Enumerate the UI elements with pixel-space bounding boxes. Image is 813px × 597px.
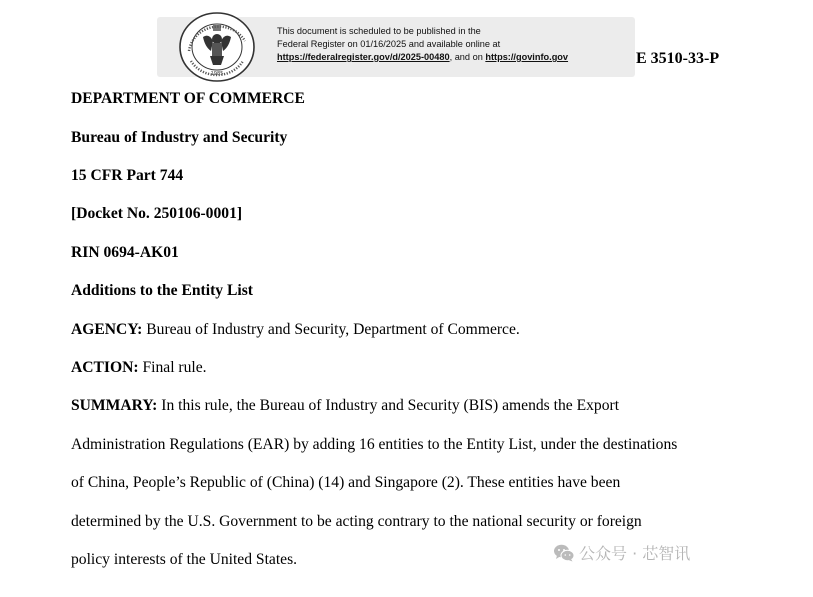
agency-label: AGENCY: <box>71 321 143 338</box>
summary-label: SUMMARY: <box>71 397 158 414</box>
summary-text-1: In this rule, the Bureau of Industry and Security (BIS) amends the Export <box>157 397 620 414</box>
publication-notice-banner <box>157 17 635 77</box>
notice-and-on-text: , and on <box>449 52 486 62</box>
docket-number: [Docket No. 250106-0001] <box>71 205 243 222</box>
action-line <box>71 359 207 377</box>
action-text: Final rule. <box>138 359 207 376</box>
agency-text: Bureau of Industry and Security, Department of Commerce. <box>142 321 520 338</box>
watermark-text: 公众号 · 芯智讯 <box>579 544 691 563</box>
action-label: ACTION: <box>71 359 139 376</box>
document-subject: Additions to the Entity List <box>71 282 253 299</box>
summary-line-5: policy interests of the United States. <box>71 551 298 568</box>
summary-line-4: determined by the U.S. Government to be acting contrary to the national security or foreign <box>71 513 642 530</box>
cfr-part: 15 CFR Part 744 <box>71 167 184 184</box>
summary-line-1 <box>71 397 619 415</box>
notice-line-2: Federal Register on 01/16/2025 and available online at <box>277 39 501 49</box>
national-archives-seal-icon <box>177 11 257 83</box>
bureau-heading: Bureau of Industry and Security <box>71 129 288 146</box>
notice-text <box>277 25 568 64</box>
agency-line <box>71 321 520 339</box>
wechat-icon <box>553 543 575 563</box>
department-heading: DEPARTMENT OF COMMERCE <box>71 90 305 107</box>
summary-line-2: Administration Regulations (EAR) by adding 16 entities to the Entity List, under the destinations <box>71 436 678 453</box>
billing-code: E 3510-33-P <box>636 50 720 67</box>
svg-text:1985: 1985 <box>210 71 224 77</box>
rin-number: RIN 0694-AK01 <box>71 244 179 261</box>
notice-line-1: This document is scheduled to be published in the <box>277 26 481 36</box>
summary-line-3: of China, People’s Republic of (China) (14) and Singapore (2). These entities have been <box>71 474 621 491</box>
federal-register-link[interactable]: https://federalregister.gov/d/2025-00480 <box>277 52 450 62</box>
govinfo-link[interactable]: https://govinfo.gov <box>485 52 569 62</box>
notice-line-3 <box>277 51 568 64</box>
wechat-watermark <box>553 541 690 564</box>
